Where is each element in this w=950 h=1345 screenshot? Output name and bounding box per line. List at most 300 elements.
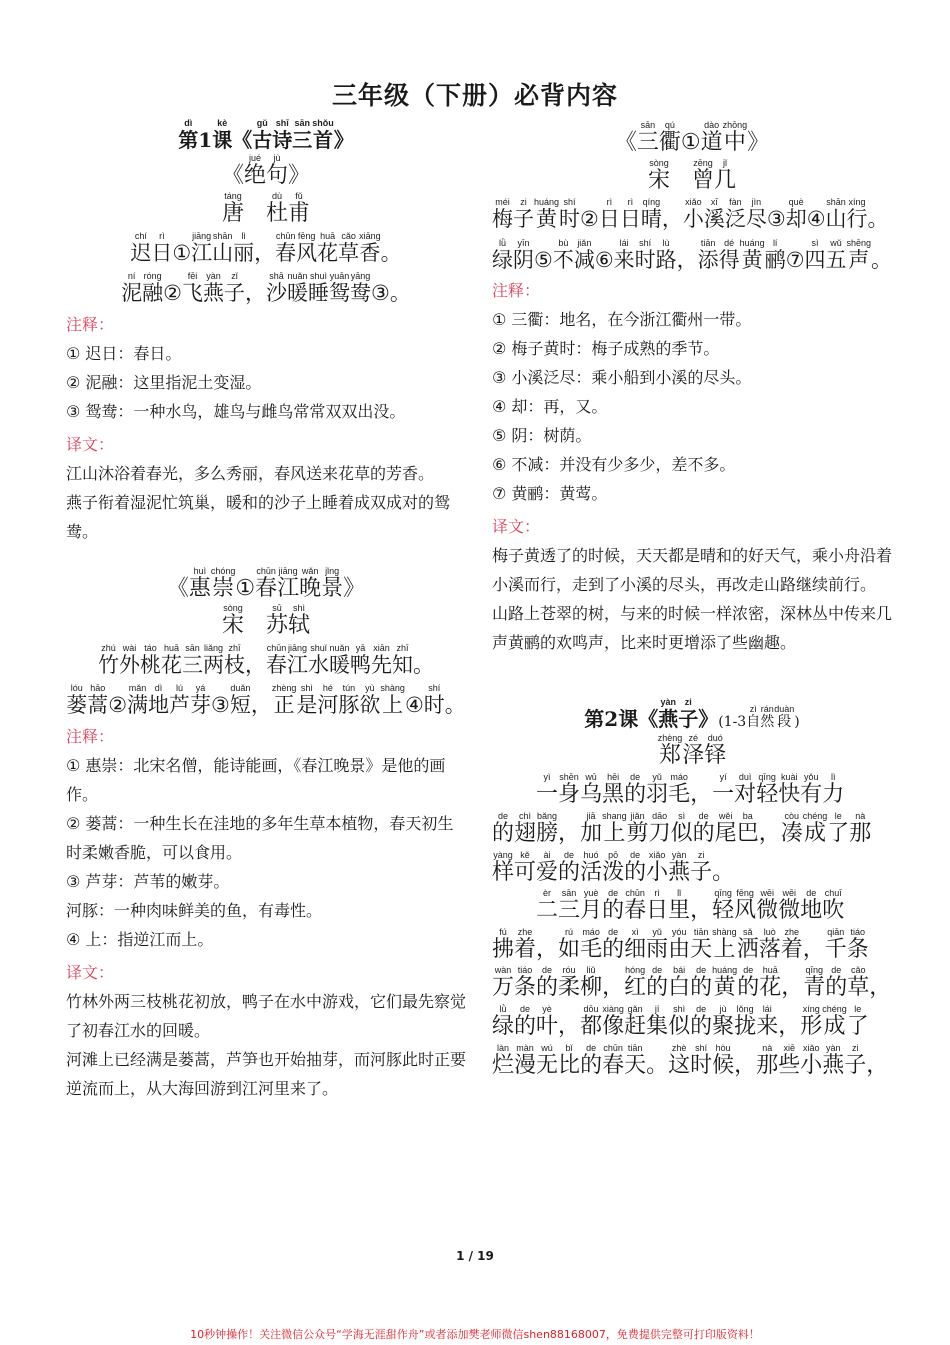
hanzi: ，	[802, 936, 825, 962]
hanzi: 苏	[266, 613, 289, 639]
pinyin: bǐ	[565, 1042, 573, 1053]
hanzi: 沙	[266, 281, 287, 306]
hanzi: 山	[212, 240, 234, 265]
hanzi: ，	[778, 1014, 801, 1040]
hanzi: 雨	[646, 936, 669, 962]
hanzi: 上	[603, 820, 626, 846]
pinyin: fēng	[297, 230, 316, 241]
pinyin: zhe	[517, 926, 533, 937]
pinyin: làn	[497, 1042, 510, 1053]
annotated-char	[287, 271, 308, 306]
hanzi: 翅	[514, 820, 537, 846]
pinyin: luò	[763, 926, 776, 937]
annotated-char	[690, 772, 712, 808]
annotated-char	[627, 811, 649, 847]
annotated-char	[381, 231, 402, 266]
pinyin: shàng	[380, 683, 405, 694]
hanzi: ，	[734, 1052, 757, 1078]
pinyin: wēi	[782, 888, 796, 899]
pinyin: rú	[565, 926, 574, 937]
hanzi: 阴	[513, 247, 534, 272]
hanzi: 的	[514, 1014, 537, 1040]
pinyin: de	[630, 849, 641, 860]
annotated-char	[624, 850, 646, 886]
annotated-char	[580, 965, 602, 1001]
hanzi: ①	[235, 575, 256, 601]
annotated-char	[558, 811, 580, 847]
annotated-char	[712, 772, 734, 808]
hanzi: 花	[317, 240, 339, 265]
hanzi: 晴	[640, 207, 662, 232]
hanzi: ，	[245, 281, 266, 306]
pinyin: chéng	[802, 810, 828, 821]
annotated-char	[847, 238, 872, 273]
pinyin: zi	[684, 697, 692, 708]
annotated-char	[244, 191, 266, 227]
hanzi: 白	[668, 975, 691, 1001]
pinyin: de	[520, 1004, 531, 1015]
pinyin: zēng	[693, 157, 713, 168]
annotated-char	[514, 1043, 536, 1079]
annotated-char	[668, 927, 690, 963]
pinyin: sì	[678, 810, 686, 821]
hanzi: 聚	[712, 1014, 735, 1040]
annotated-char	[668, 850, 690, 886]
pinyin: zhèng	[271, 683, 297, 694]
pinyin: yàn	[671, 849, 687, 860]
pinyin: shí	[639, 237, 652, 248]
pinyin: táo	[144, 642, 157, 653]
pinyin: wěi	[718, 810, 733, 821]
annotated-char	[245, 643, 266, 678]
pinyin: fǔ	[295, 191, 303, 202]
hanzi: 三	[636, 130, 659, 155]
annotated-char	[514, 1004, 536, 1040]
hanzi: 快	[778, 782, 801, 808]
pinyin: yì	[543, 772, 551, 783]
annotated-char	[98, 643, 119, 678]
pinyin: lǒng	[736, 1004, 754, 1015]
hanzi: 地	[800, 898, 823, 924]
pinyin: cǎo	[341, 230, 356, 241]
annotated-char	[656, 238, 677, 273]
annotated-char	[536, 1043, 558, 1079]
hanzi: ①	[172, 240, 192, 265]
pinyin: bái	[673, 965, 686, 976]
hanzi: 时	[690, 1052, 713, 1078]
pinyin: tiáo	[517, 965, 533, 976]
hanzi: 草	[338, 240, 360, 265]
hanzi: 满	[127, 693, 149, 718]
pinyin: chūn	[275, 230, 296, 241]
annotated-char	[492, 772, 514, 808]
hanzi: 黑	[602, 782, 625, 808]
hanzi: 春	[255, 575, 278, 601]
annotated-char	[580, 197, 599, 232]
annotated-char	[718, 704, 746, 731]
annotated-char	[827, 811, 849, 847]
pinyin: sān	[640, 120, 656, 130]
hanzi: 燕	[203, 281, 224, 306]
annotated-char	[558, 850, 580, 886]
hanzi: 的	[690, 1014, 713, 1040]
annotated-char	[668, 1043, 690, 1079]
pinyin: de	[630, 772, 641, 783]
annotated-char	[712, 1004, 734, 1040]
hanzi: 河	[317, 693, 339, 718]
annotated-char	[329, 643, 350, 678]
annotated-char	[212, 118, 232, 151]
annotated-char	[514, 811, 536, 847]
pinyin: pō	[608, 849, 619, 860]
pinyin: yàn	[825, 1042, 841, 1053]
annotated-char	[211, 683, 230, 718]
annotated-char	[774, 704, 794, 731]
annotated-char	[719, 238, 740, 273]
pinyin: ní	[127, 271, 136, 282]
pinyin: duǎn	[230, 683, 251, 694]
hanzi: 是	[296, 693, 318, 718]
pinyin: tiáo	[850, 926, 866, 937]
lesson1-title	[66, 118, 466, 151]
annotated-char	[514, 927, 536, 963]
annotated-char	[222, 191, 244, 227]
pinyin: huā	[163, 642, 180, 653]
prose-line	[492, 811, 892, 847]
translation-paragraph: 江山沐浴着春光，多么秀丽，春风送来花草的芳香。	[66, 463, 435, 483]
hanzi: 轻	[756, 782, 779, 808]
hanzi: 2	[604, 707, 619, 731]
pinyin: jiā	[586, 810, 596, 821]
hanzi: 那	[756, 1052, 779, 1078]
annotated-char	[786, 197, 807, 232]
hanzi: 黄	[741, 247, 763, 272]
hanzi: 飞	[182, 281, 203, 306]
hanzi: 的	[492, 820, 515, 846]
annotated-char	[317, 683, 338, 718]
annotated-char	[734, 1004, 756, 1040]
hanzi: 第	[584, 707, 605, 731]
hanzi: 江	[277, 575, 300, 601]
annotated-char	[321, 566, 343, 602]
annotated-char	[825, 965, 847, 1001]
translation-paragraph: 山路上苍翠的树，与来的时候一样浓密，深林丛中传来几声黄鹂的欢鸣声，比来时更增添了些幽趣。	[492, 604, 893, 653]
hanzi: 课	[212, 128, 233, 152]
hanzi: 江	[191, 240, 213, 265]
hanzi: 的	[624, 859, 647, 885]
hanzi: ，	[602, 975, 625, 1001]
annotated-char	[668, 772, 690, 808]
hanzi: 子	[513, 207, 534, 232]
hanzi: 香	[359, 240, 381, 265]
pinyin: dì	[184, 118, 193, 128]
pinyin: yóu	[671, 926, 687, 937]
annotated-char	[514, 888, 536, 924]
annotated-char	[826, 238, 847, 273]
pinyin: chóng	[210, 565, 236, 576]
annotated-char	[212, 231, 233, 266]
annotated-char	[350, 643, 371, 678]
hanzi: 路	[655, 247, 677, 272]
annotated-char	[536, 965, 558, 1001]
annotated-char	[514, 850, 536, 886]
hanzi: 的	[580, 1052, 603, 1078]
pinyin: zhè	[671, 1042, 687, 1053]
annotated-char	[492, 888, 514, 924]
pinyin: shang	[602, 810, 627, 821]
hanzi: 青	[803, 975, 826, 1001]
annotated-char	[492, 197, 513, 232]
pinyin: lí	[772, 237, 778, 248]
hanzi: ①	[680, 130, 701, 155]
hanzi: ②	[580, 207, 599, 232]
hanzi: 的	[558, 859, 581, 885]
pinyin: shǒu	[312, 118, 334, 128]
annotated-char	[534, 197, 559, 232]
pinyin: yǔ	[652, 926, 662, 937]
annotated-char	[737, 811, 759, 847]
pinyin: xiān	[373, 642, 390, 653]
prose-line	[492, 1004, 892, 1040]
pinyin: nà	[762, 1042, 773, 1053]
pinyin: zi	[852, 1042, 859, 1053]
pinyin: de	[698, 810, 709, 821]
annotated-char	[558, 1004, 580, 1040]
pinyin: ài	[543, 849, 551, 860]
annotated-char	[683, 197, 704, 232]
annotated-char	[778, 1004, 800, 1040]
annotated-char	[492, 811, 514, 847]
annotated-char	[734, 772, 756, 808]
pinyin: chūn	[256, 565, 276, 576]
pinyin: de	[806, 888, 817, 899]
hanzi: )	[794, 714, 800, 730]
lesson2-title-main	[584, 697, 719, 731]
annotated-char	[308, 643, 329, 678]
pinyin: fàn	[729, 197, 742, 208]
annotated-char	[492, 850, 514, 886]
hanzi: ⑥	[594, 247, 614, 272]
pinyin: jù	[273, 153, 281, 164]
annotated-char	[759, 965, 781, 1001]
hanzi: 身	[558, 782, 581, 808]
pinyin: wú	[541, 1042, 553, 1053]
hanzi: 燕	[658, 707, 679, 731]
hanzi: 迟	[130, 240, 152, 265]
pinyin: sū	[272, 603, 282, 614]
hanzi: 时	[634, 247, 656, 272]
annotated-char	[662, 197, 683, 232]
annotated-char	[151, 231, 172, 266]
hanzi: 地	[148, 693, 170, 718]
lesson2-author	[492, 733, 892, 769]
annotated-char	[514, 965, 536, 1001]
hanzi: 来	[613, 247, 635, 272]
poem-line	[492, 238, 892, 273]
hanzi: 日	[646, 898, 669, 924]
pinyin: xiǎo	[648, 849, 666, 860]
annotated-char	[615, 120, 637, 156]
hanzi: 江	[287, 652, 308, 677]
pinyin: èr	[543, 888, 552, 899]
annotated-char	[266, 643, 287, 678]
pinyin: lì	[830, 772, 836, 783]
pinyin: yuè	[583, 888, 599, 899]
pinyin: chí	[134, 230, 147, 241]
hanzi: 几	[714, 167, 737, 193]
pinyin: jǐng	[325, 565, 340, 576]
hanzi: 》	[747, 130, 770, 155]
pinyin: qú	[664, 120, 675, 130]
hanzi: 宋	[647, 167, 670, 193]
annotated-char	[690, 1043, 712, 1079]
annotated-char	[536, 811, 558, 847]
hanzi: 。	[871, 247, 892, 272]
annotated-char	[182, 271, 203, 306]
hanzi: 时	[423, 693, 445, 718]
pinyin: lái	[762, 1004, 772, 1015]
annotated-char	[580, 772, 602, 808]
hanzi: ②	[108, 693, 128, 718]
hanzi: 月	[580, 898, 603, 924]
pinyin: huáng	[534, 197, 560, 208]
hanzi: 膀	[536, 820, 559, 846]
annotated-char	[87, 683, 108, 718]
translation-paragraph: 燕子衔着湿泥忙筑巢，暖和的沙子上睡着成双成对的鸳鸯。	[66, 492, 451, 541]
hanzi: 鸳	[329, 281, 350, 306]
annotated-char	[723, 120, 748, 156]
pinyin: róng	[143, 271, 162, 282]
pinyin: de	[608, 888, 619, 899]
hanzi: 。	[413, 652, 434, 677]
hanzi: (1-3	[718, 714, 747, 730]
hanzi: 融	[142, 281, 164, 306]
annotated-char	[224, 271, 245, 306]
annotated-char	[624, 927, 646, 963]
hanzi: 子	[844, 1052, 867, 1078]
annotated-char	[602, 927, 624, 963]
pinyin: chūn	[266, 642, 287, 653]
poem-line	[66, 271, 466, 306]
annotated-char	[230, 683, 251, 718]
pinyin: xíng	[848, 197, 866, 208]
pinyin: chì	[519, 810, 532, 821]
annotated-char	[350, 271, 371, 306]
annotated-char	[272, 683, 297, 718]
annotated-char	[163, 271, 182, 306]
prose-line	[492, 1043, 892, 1079]
pinyin: hóng	[625, 965, 646, 976]
hanzi: 《	[614, 130, 637, 155]
pinyin: wàn	[494, 965, 512, 976]
hanzi: 。	[444, 693, 466, 718]
annotated-char	[536, 850, 558, 886]
annotated-char	[232, 118, 252, 151]
hanzi: ，	[869, 975, 892, 1001]
hanzi: 千	[824, 936, 847, 962]
annotated-char	[668, 965, 690, 1001]
hanzi: 二	[536, 898, 559, 924]
annotated-char	[245, 271, 266, 306]
annotated-char	[692, 158, 714, 194]
pinyin: nuǎn	[329, 642, 350, 653]
annotated-char	[740, 238, 765, 273]
annotated-char	[701, 120, 723, 156]
pinyin: dù	[272, 191, 283, 202]
note-item: ⑤ 阴：树荫。	[492, 426, 592, 446]
annotated-char	[734, 1043, 756, 1079]
hanzi: 桃	[140, 652, 161, 677]
hanzi: ，	[866, 1052, 889, 1078]
hanzi: 微	[756, 898, 779, 924]
pinyin: xiāng	[359, 230, 381, 241]
hanzi: 三	[182, 652, 203, 677]
annotated-char	[190, 683, 211, 718]
hanzi: 的	[646, 975, 669, 1001]
hanzi: 鸭	[350, 652, 371, 677]
pinyin: de	[743, 965, 754, 976]
footer-promo-note: 10秒钟操作！关注微信公众号“学海无涯甜作舟”或者添加樊老师微信shen88168007，免费提供完整可打印版资料！	[190, 1328, 760, 1341]
annotated-char	[712, 850, 734, 886]
annotated-char	[390, 271, 411, 306]
pinyin: rì	[654, 888, 660, 899]
annotated-char	[759, 927, 781, 963]
annotated-char	[244, 603, 266, 639]
hanzi: 小	[646, 859, 669, 885]
pinyin: fēng	[736, 888, 754, 899]
annotated-char	[580, 811, 602, 847]
hanzi: 两	[203, 652, 224, 677]
annotated-char	[803, 811, 828, 847]
annotated-char	[534, 238, 553, 273]
pinyin: de	[542, 965, 553, 976]
pinyin: cǎo	[851, 965, 866, 976]
annotated-char	[671, 811, 693, 847]
annotated-char	[646, 1043, 668, 1079]
hanzi: 春	[275, 240, 297, 265]
note-item: ④ 却：再，又。	[492, 397, 608, 417]
pinyin: duàn	[774, 704, 795, 714]
annotated-char	[359, 231, 381, 266]
pinyin: shān	[212, 230, 233, 241]
hanzi: 段	[777, 714, 792, 730]
pinyin: qíng	[642, 197, 661, 208]
annotated-char	[492, 965, 514, 1001]
poem-author	[492, 158, 892, 194]
hanzi: 无	[536, 1052, 559, 1078]
poem-line	[66, 683, 466, 718]
pinyin: zhe	[784, 926, 799, 937]
hanzi: 的	[737, 975, 760, 1001]
annotated-char	[266, 271, 287, 306]
pinyin: bǎng	[537, 810, 558, 821]
annotated-char	[624, 1043, 646, 1079]
annotated-char	[781, 927, 803, 963]
annotated-char	[822, 1043, 844, 1079]
annotated-char	[847, 1004, 869, 1040]
hanzi: 有	[800, 782, 823, 808]
pinyin: hēi	[607, 772, 620, 783]
hanzi: 先	[371, 652, 392, 677]
annotated-char	[690, 1004, 712, 1040]
hanzi: 水	[308, 652, 329, 677]
annotated-char	[756, 888, 778, 924]
annotated-char	[536, 888, 558, 924]
hanzi: 如	[558, 936, 581, 962]
hanzi: 爱	[536, 859, 559, 885]
note-item: ⑦ 黄鹂：黄莺。	[492, 484, 608, 504]
hanzi: 燕	[822, 1052, 845, 1078]
